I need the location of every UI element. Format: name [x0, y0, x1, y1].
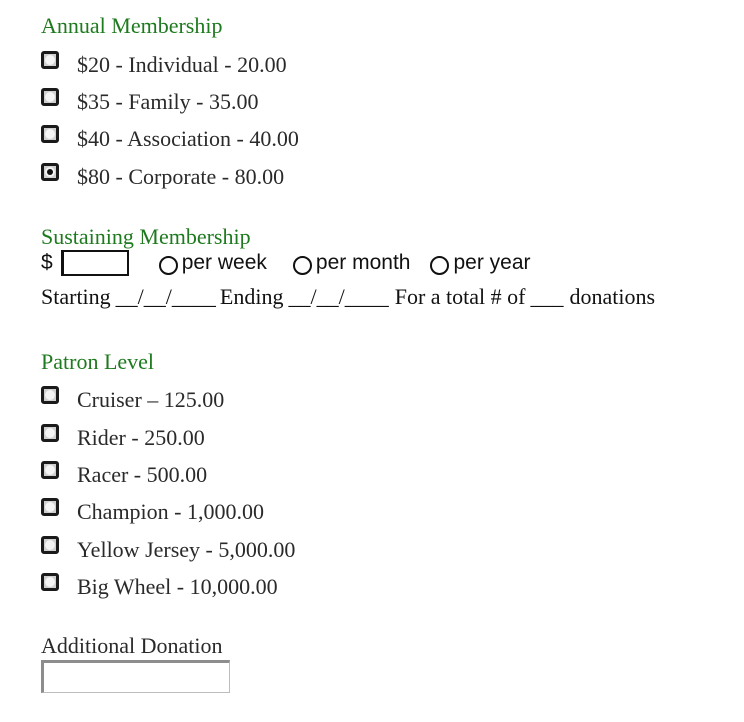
- radio-per-week[interactable]: [159, 256, 178, 275]
- patron-option-champion[interactable]: [41, 497, 264, 527]
- radio-per-month[interactable]: [293, 256, 312, 275]
- per-month-label: per month: [315, 251, 411, 274]
- radio-champion[interactable]: [41, 498, 59, 516]
- ending-label: Ending: [219, 284, 284, 309]
- annual-membership-title: Annual Membership: [41, 13, 223, 38]
- patron-option-label: Cruiser – 125.00: [77, 387, 225, 412]
- per-week-label: per week: [181, 251, 267, 274]
- currency-symbol: $: [41, 251, 53, 274]
- patron-option-yellow-jersey[interactable]: [41, 535, 295, 565]
- annual-option-label: $40 - Association - 40.00: [77, 126, 299, 151]
- patron-option-label: Big Wheel - 10,000.00: [77, 574, 278, 599]
- per-year-label: per year: [453, 251, 531, 274]
- ending-date-blank: __/__/____: [288, 284, 389, 309]
- donations-label: donations: [569, 284, 656, 309]
- radio-racer[interactable]: [41, 461, 59, 479]
- sustaining-membership-title: Sustaining Membership: [41, 224, 251, 249]
- radio-association[interactable]: [41, 125, 59, 143]
- patron-option-racer[interactable]: [41, 460, 207, 490]
- radio-family[interactable]: [41, 88, 59, 106]
- additional-donation-title: Additional Donation: [41, 633, 223, 658]
- radio-yellow-jersey[interactable]: [41, 536, 59, 554]
- radio-big-wheel[interactable]: [41, 573, 59, 591]
- annual-option-individual[interactable]: [41, 50, 287, 80]
- sustaining-amount-row: [41, 248, 531, 278]
- annual-option-label: $35 - Family - 35.00: [77, 89, 259, 114]
- patron-option-label: Yellow Jersey - 5,000.00: [77, 537, 296, 562]
- patron-option-big-wheel[interactable]: [41, 572, 278, 602]
- annual-option-corporate[interactable]: [41, 162, 284, 192]
- starting-date-blank: __/__/____: [115, 284, 216, 309]
- radio-rider[interactable]: [41, 424, 59, 442]
- total-label: For a total # of: [394, 284, 526, 309]
- radio-corporate[interactable]: [41, 163, 59, 181]
- total-count-blank: ___: [530, 284, 564, 309]
- annual-option-association[interactable]: [41, 124, 299, 154]
- patron-option-rider[interactable]: [41, 423, 205, 453]
- annual-option-family[interactable]: [41, 87, 259, 117]
- radio-individual[interactable]: [41, 51, 59, 69]
- radio-per-year[interactable]: [430, 256, 449, 275]
- patron-option-label: Racer - 500.00: [77, 462, 208, 487]
- patron-option-cruiser[interactable]: [41, 385, 224, 415]
- patron-option-label: Rider - 250.00: [77, 425, 205, 450]
- starting-label: Starting: [41, 284, 111, 309]
- radio-cruiser[interactable]: [41, 386, 59, 404]
- patron-option-label: Champion - 1,000.00: [77, 499, 264, 524]
- patron-level-title: Patron Level: [41, 349, 155, 374]
- annual-option-label: $80 - Corporate - 80.00: [77, 164, 285, 189]
- additional-donation-input[interactable]: [41, 660, 230, 693]
- annual-option-label: $20 - Individual - 20.00: [77, 52, 287, 77]
- sustaining-dates-row: [41, 282, 655, 312]
- sustaining-amount-input[interactable]: [61, 250, 129, 276]
